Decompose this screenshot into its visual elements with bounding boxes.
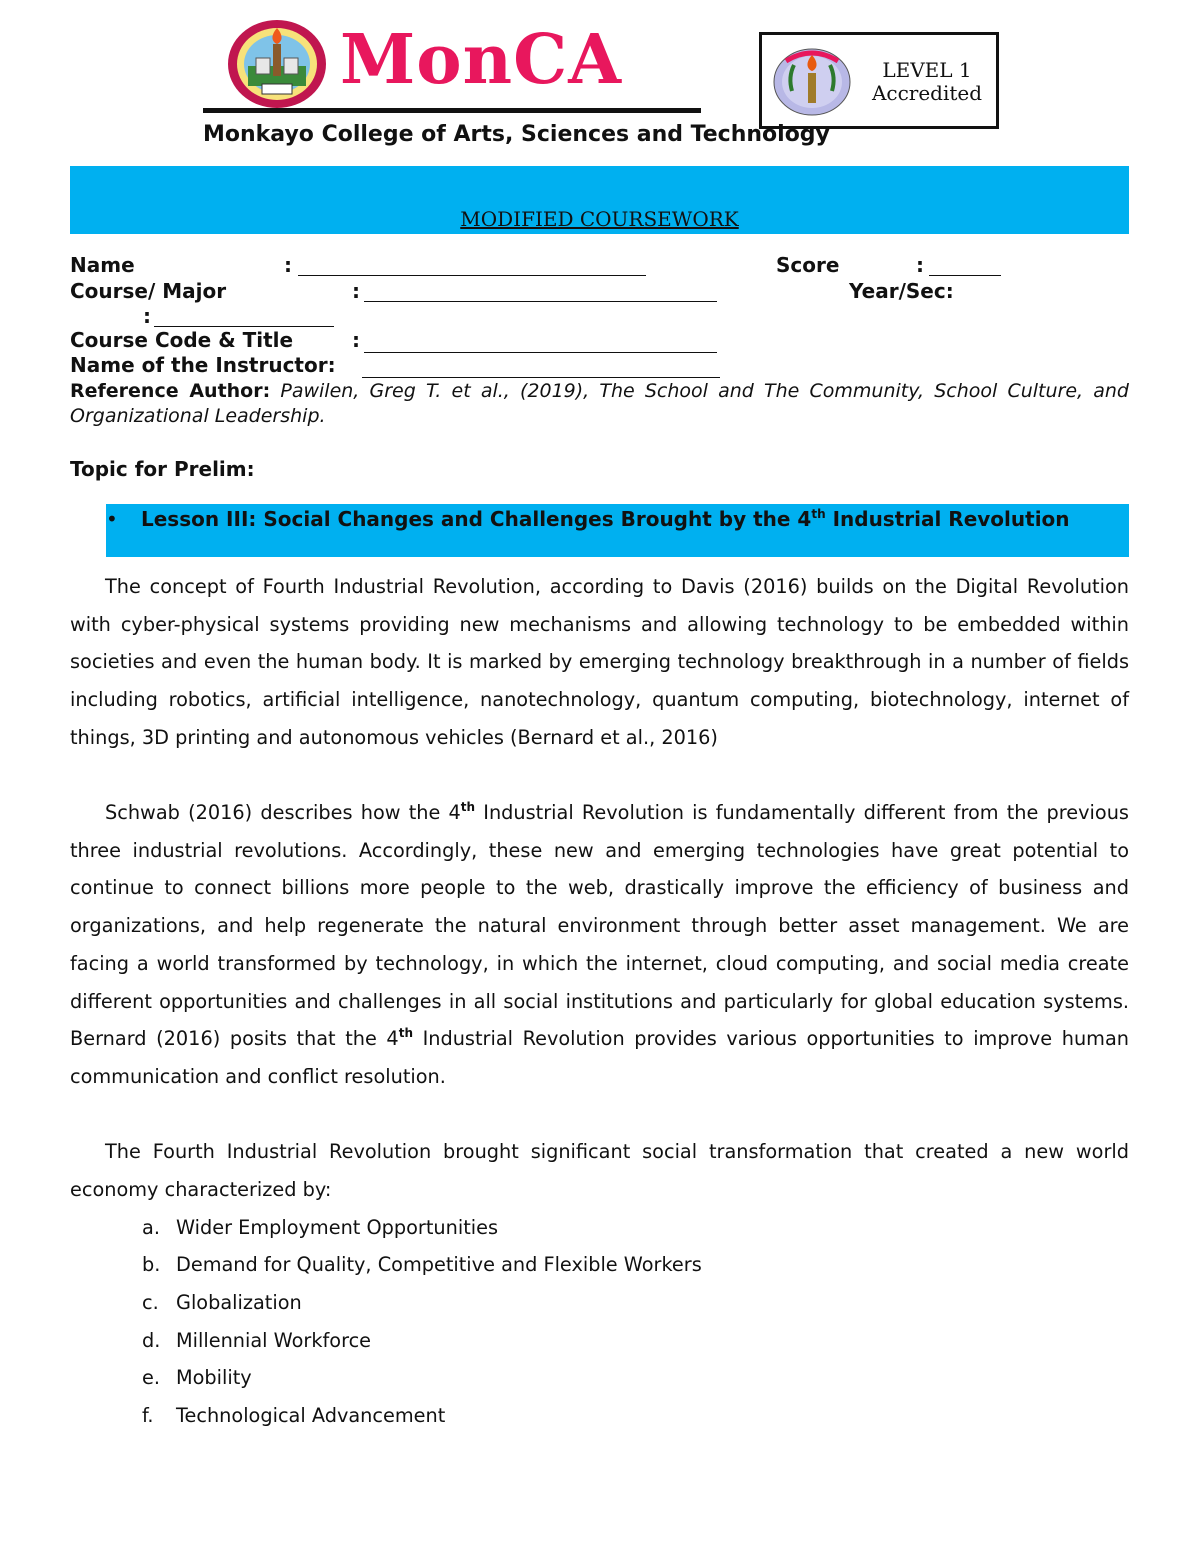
header-rule [203, 108, 701, 113]
course-major-label: Course/ Major [70, 279, 227, 303]
college-seal-logo [226, 18, 328, 110]
paragraph-fourth-ir-concept: The concept of Fourth Industrial Revolution, according to Davis (2016) builds on the Digital Revolution with cyber-physical systems providing new mechanisms and allowing technology to be embedded within societies and even the human body. It is marked by emerging technology breakthrough in a number of fields including robotics, artificial intelligence, nanotechnology, quantum computing, biotechnology, internet of things, 3D printing and autonomous vehicles (Bernard et al., 2016) [70, 575, 1129, 749]
instructor-field[interactable] [362, 357, 720, 378]
accreditation-level: LEVEL 1 [882, 58, 972, 82]
list-item: d. Millennial Workforce [142, 1329, 372, 1352]
score-field[interactable] [929, 255, 1001, 276]
reference-text: Pawilen, Greg T. et al., (2019), The School and The Community, School Culture, and Organizational Leadership. [70, 380, 1129, 427]
score-colon: : [916, 253, 924, 277]
list-item: b. Demand for Quality, Competitive and Flexible Workers [142, 1253, 702, 1276]
name-label: Name [70, 253, 135, 277]
list-item: c. Globalization [142, 1291, 302, 1314]
accreditation-logo [772, 47, 852, 117]
accreditation-text [862, 59, 992, 105]
reference-author [70, 379, 1129, 429]
course-major-colon: : [352, 279, 360, 303]
accreditation-status: Accredited [871, 81, 983, 105]
document-title: MODIFIED COURSEWORK [460, 207, 739, 231]
course-code-field[interactable] [364, 332, 717, 353]
college-name: Monkayo College of Arts, Sciences and Technology [203, 122, 830, 147]
title-banner [70, 166, 1129, 234]
reference-label: Reference Author: [70, 380, 271, 402]
name-colon: : [284, 253, 292, 277]
year-section-colon: : [143, 304, 151, 328]
lesson-title: Lesson III: Social Changes and Challenges Brought by the 4th Industrial Revolution [141, 507, 1070, 531]
year-section-field[interactable] [154, 306, 334, 327]
paragraph-schwab: Schwab (2016) describes how the 4th Industrial Revolution is fundamentally different from the previous three industrial revolutions. Accordingly, these new and emerging technologies have great potential to continue to connect billions more people to the web, drastically improve the efficiency of business and organizations, and help regenerate the natural environment through better asset management. We are facing a world transformed by technology, in which the internet, cloud computing, and social media create different opportunities and challenges in all social institutions and particularly for global education systems. Bernard (2016) posits that the 4th Industrial Revolution provides various opportunities to improve human communication and conflict resolution. [70, 800, 1129, 1088]
course-code-label: Course Code & Title [70, 328, 294, 352]
course-code-colon: : [352, 328, 360, 352]
year-section-label: Year/Sec: [849, 279, 954, 303]
accreditation-box [759, 32, 999, 129]
brand-name: MonCA [340, 20, 622, 100]
paragraph-social-transformation: The Fourth Industrial Revolution brought significant social transformation that created a new world economy characterized by: [70, 1140, 1129, 1201]
list-item: a. Wider Employment Opportunities [142, 1216, 499, 1239]
instructor-label: Name of the Instructor: [70, 353, 336, 377]
list-item: f. Technological Advancement [142, 1404, 446, 1427]
course-major-field[interactable] [364, 281, 717, 302]
bullet-icon: • [106, 507, 118, 531]
list-item: e. Mobility [142, 1366, 252, 1389]
topic-heading: Topic for Prelim: [70, 457, 255, 481]
score-label: Score [776, 253, 840, 277]
name-field[interactable] [298, 255, 646, 276]
